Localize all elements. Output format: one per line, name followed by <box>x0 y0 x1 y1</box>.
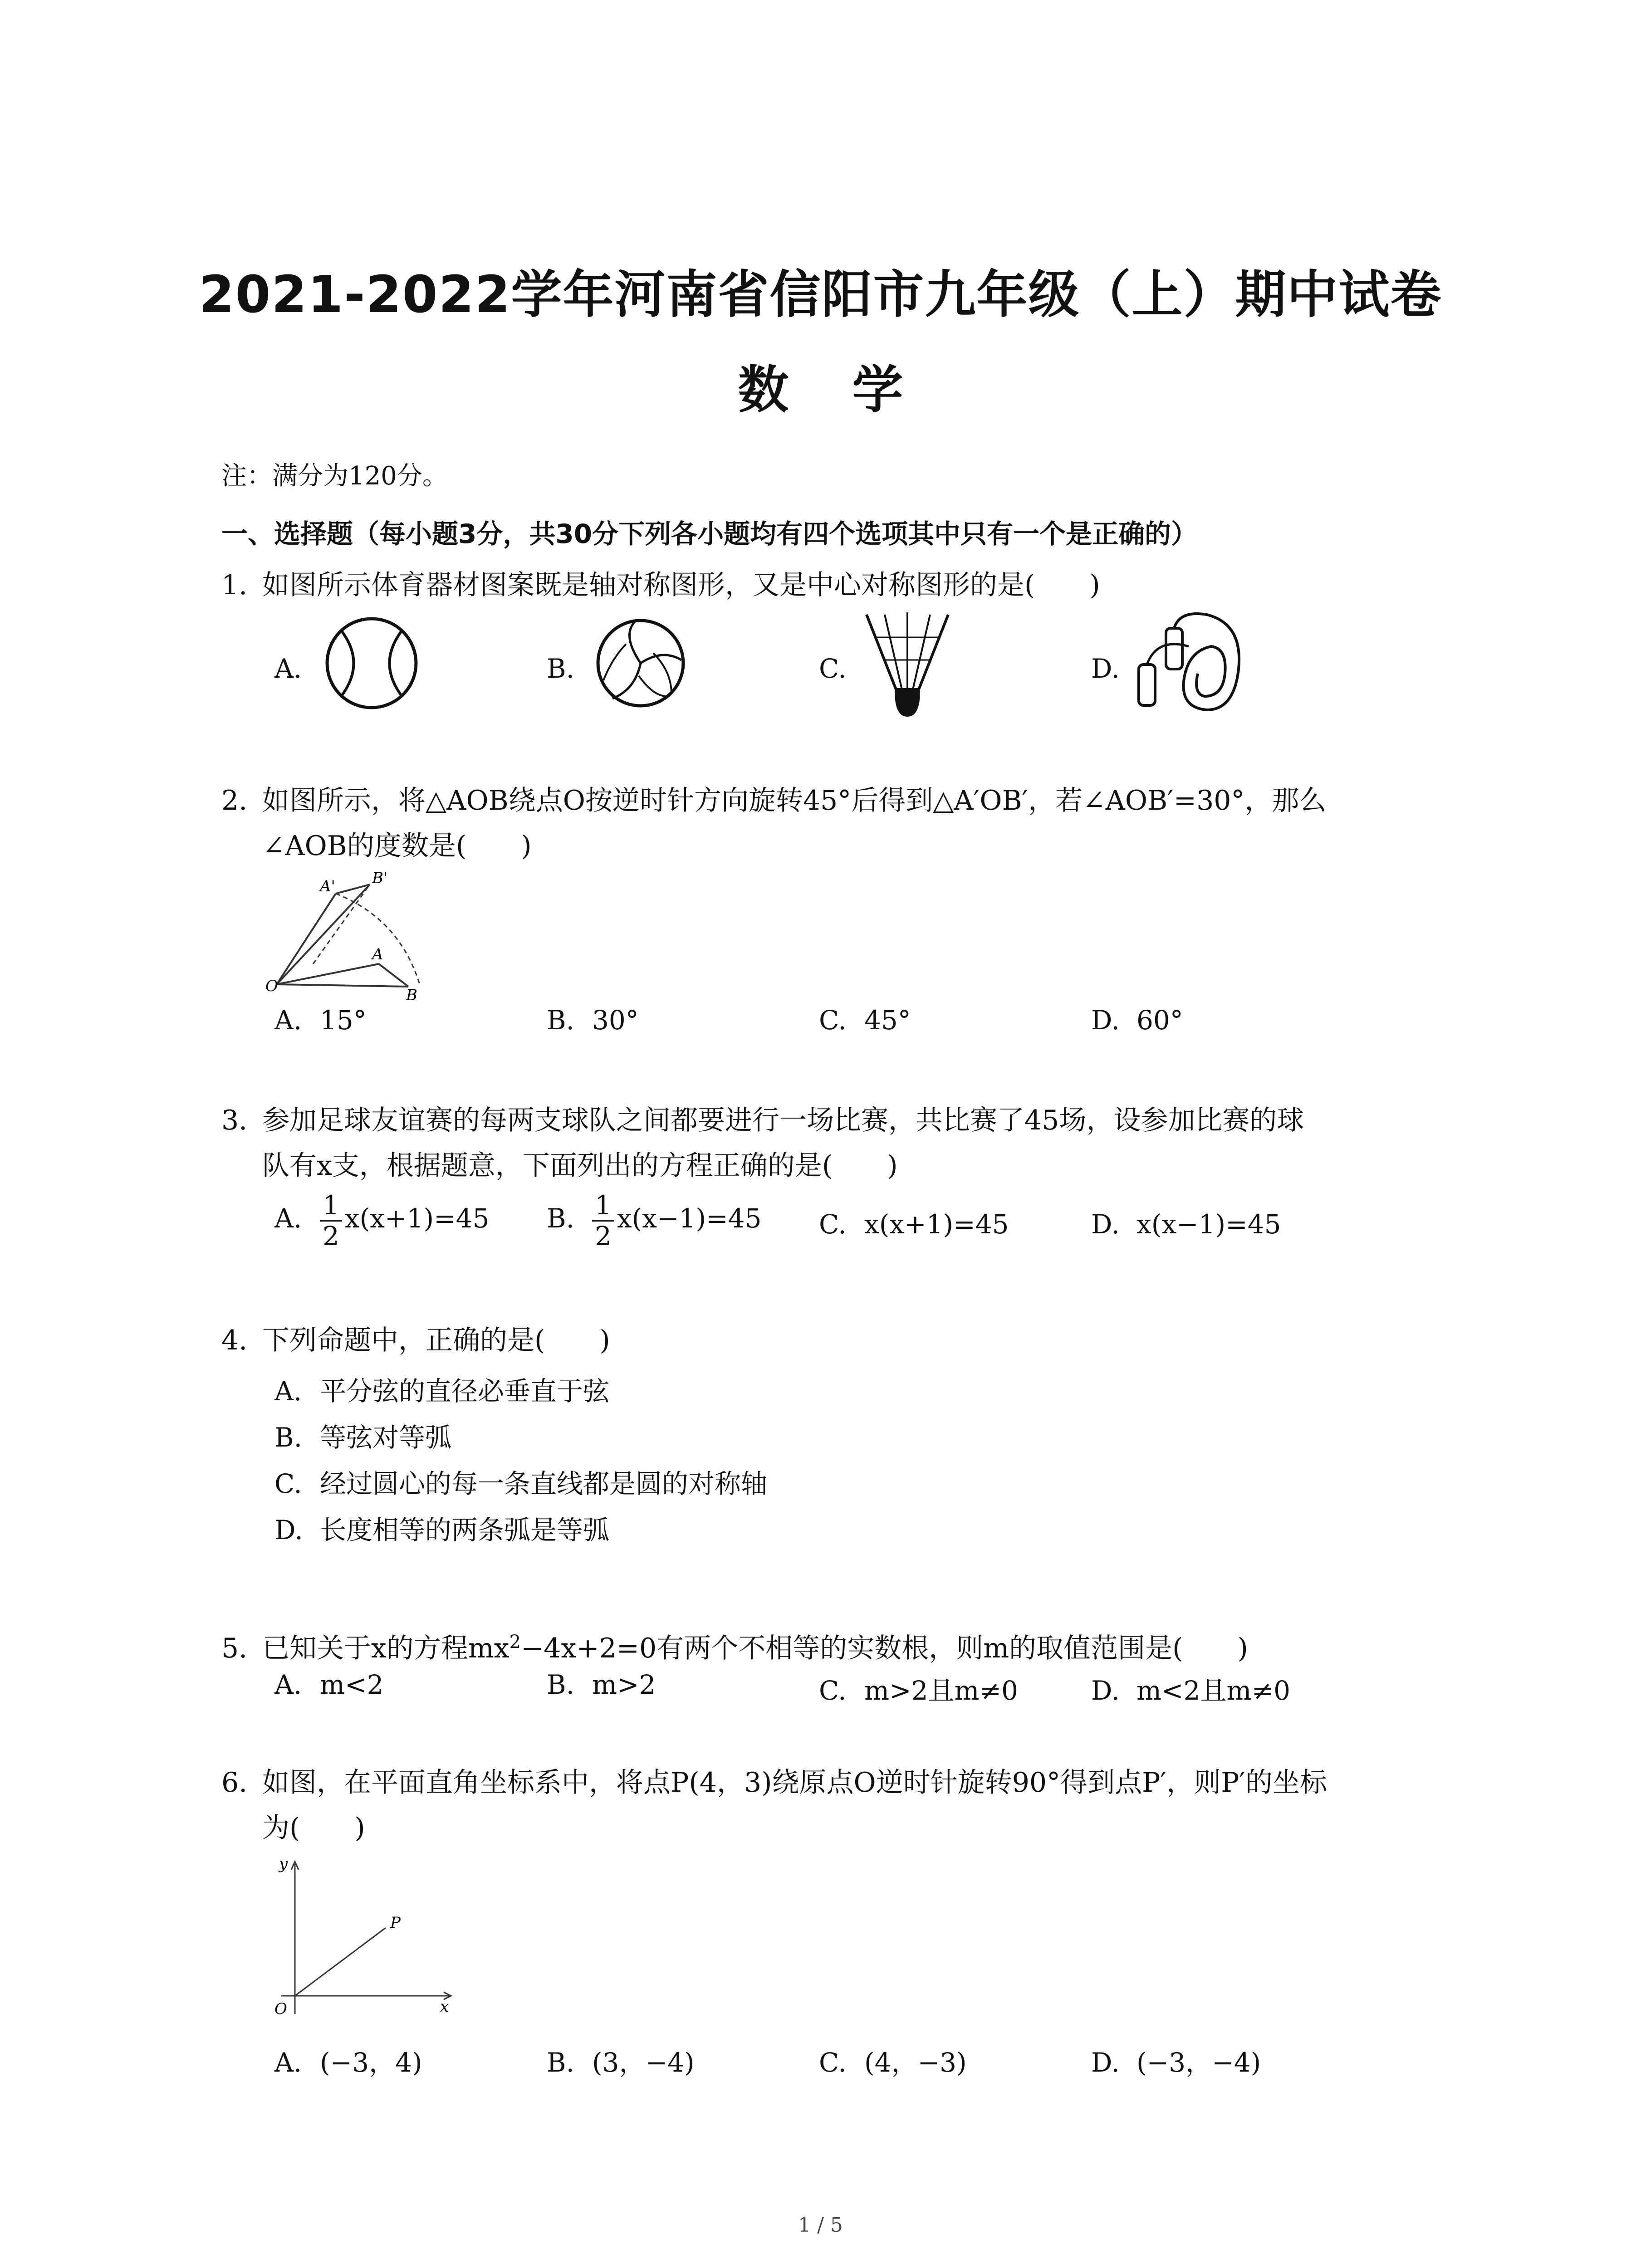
q4-option-c[interactable] <box>274 1462 767 1501</box>
rotation-figure <box>263 869 445 1004</box>
option-value: 45° <box>864 1005 911 1036</box>
question-text-line1: 如图，在平面直角坐标系中，将点P(4，3)绕原点O逆时针旋转90°得到点P′，则P′的坐标 <box>262 1767 1327 1799</box>
q4-option-d[interactable] <box>274 1509 609 1547</box>
question-5 <box>221 1619 1446 1671</box>
option-label: A. <box>274 1669 302 1700</box>
option-value: x(x−1)=45 <box>1136 1209 1281 1240</box>
option-label: D. <box>1091 1675 1120 1706</box>
q3-option-c[interactable] <box>819 1209 1009 1240</box>
q2-option-c[interactable] <box>819 1005 911 1036</box>
option-value: m>2且m≠0 <box>864 1675 1018 1706</box>
option-label: B. <box>547 1005 575 1036</box>
option-label: D. <box>1091 1005 1120 1036</box>
tennis-ball-icon <box>323 615 421 712</box>
volleyball-icon <box>594 617 687 710</box>
fraction: $\frac{1}{2}$ <box>320 1191 342 1251</box>
option-label: C. <box>819 2047 847 2078</box>
q3-option-b[interactable] <box>547 1191 761 1251</box>
label-o: O <box>274 2000 287 2018</box>
question-text-b: −4x+2=0有两个不相等的实数根，则m的取值范围是( ) <box>521 1633 1248 1664</box>
question-text-line2: 为( ) <box>262 1812 365 1844</box>
q4-option-b[interactable] <box>274 1416 451 1454</box>
option-label: A. <box>274 653 302 684</box>
q2-option-b[interactable] <box>547 1005 639 1036</box>
option-label: C. <box>819 1209 847 1240</box>
option-value: 经过圆心的每一条直线都是圆的对称轴 <box>320 1468 768 1499</box>
q6-option-c[interactable] <box>819 2041 967 2079</box>
shuttlecock-icon <box>862 610 953 723</box>
question-text-line2: ∠AOB的度数是( ) <box>262 830 532 862</box>
label-a-prime: A' <box>320 877 335 895</box>
question-text: 下列命题中，正确的是( ) <box>262 1325 610 1356</box>
q5-option-b[interactable] <box>547 1669 656 1700</box>
question-text-line1: 如图所示，将△AOB绕点O按逆时针方向旋转45°后得到△A′OB′，若∠AOB′=30°，那么 <box>262 785 1327 816</box>
jump-rope-icon <box>1130 610 1248 719</box>
option-value: (−3，−4) <box>1136 2047 1261 2078</box>
exponent: 2 <box>509 1632 521 1652</box>
option-label: D. <box>1091 2047 1120 2078</box>
option-label: B. <box>547 1669 575 1700</box>
question-text-line1: 参加足球友谊赛的每两支球队之间都要进行一场比赛，共比赛了45场，设参加比赛的球 <box>262 1105 1304 1136</box>
option-label: B. <box>274 1422 303 1453</box>
option-value: 30° <box>592 1005 639 1036</box>
option-value: 60° <box>1136 1005 1183 1036</box>
q3-option-a[interactable] <box>274 1191 489 1251</box>
question-text-a: 已知关于x的方程mx <box>262 1633 509 1664</box>
option-label: A. <box>274 1203 302 1234</box>
option-label: B. <box>547 2047 575 2078</box>
page-number: 1 / 5 <box>798 2214 843 2237</box>
option-label: C. <box>819 1005 847 1036</box>
option-value: m>2 <box>592 1669 656 1700</box>
q5-option-c[interactable] <box>819 1669 1018 1707</box>
label-p: P <box>390 1914 401 1932</box>
option-value: m<2 <box>320 1669 384 1700</box>
label-y: y <box>279 1855 288 1873</box>
fraction: $\frac{1}{2}$ <box>592 1191 614 1251</box>
option-label: C. <box>274 1468 302 1499</box>
q1-option-b[interactable] <box>547 653 592 684</box>
question-number: 3. <box>221 1105 248 1136</box>
option-label: D. <box>1091 653 1120 684</box>
option-value: 等弦对等弧 <box>320 1422 452 1453</box>
question-2 <box>221 778 1446 869</box>
question-text: 如图所示体育器材图案既是轴对称图形，又是中心对称图形的是( ) <box>262 569 1100 601</box>
question-3 <box>221 1098 1446 1188</box>
question-number: 2. <box>221 785 248 816</box>
question-number: 6. <box>221 1767 248 1799</box>
option-value: x(x+1)=45 <box>344 1203 490 1234</box>
option-label: D. <box>1091 1209 1120 1240</box>
option-value: m<2且m≠0 <box>1136 1675 1290 1706</box>
question-6 <box>221 1760 1446 1851</box>
option-value: 15° <box>320 1005 367 1036</box>
q5-option-a[interactable] <box>274 1669 384 1700</box>
option-label: A. <box>274 1005 302 1036</box>
label-x: x <box>440 1998 449 2016</box>
question-4 <box>221 1318 1446 1363</box>
q1-option-c[interactable] <box>819 653 864 684</box>
option-value: 长度相等的两条弧是等弧 <box>320 1515 610 1545</box>
option-value: (−3，4) <box>320 2047 422 2078</box>
q1-option-a[interactable] <box>274 653 320 684</box>
option-label: A. <box>274 1376 302 1407</box>
label-b-prime: B' <box>372 869 388 887</box>
option-value: (4，−3) <box>864 2047 967 2078</box>
question-number: 5. <box>221 1633 248 1664</box>
option-label: C. <box>819 1675 847 1706</box>
q6-option-a[interactable] <box>274 2041 422 2079</box>
label-b: B <box>406 986 417 1004</box>
option-label: C. <box>819 653 847 684</box>
section-heading: 一、选择题（每小题3分，共30分下列各小题均有四个选项其中只有一个是正确的） <box>221 518 1198 549</box>
coordinate-figure <box>268 1855 458 2023</box>
question-text-line2: 队有x支，根据题意，下面列出的方程正确的是( ) <box>262 1150 898 1182</box>
q6-option-d[interactable] <box>1091 2041 1261 2079</box>
question-number: 4. <box>221 1325 248 1356</box>
option-value: 平分弦的直径必垂直于弦 <box>320 1376 610 1407</box>
subject-title: 数学 <box>738 361 967 420</box>
page-title: 2021-2022学年河南省信阳市九年级（上）期中试卷 <box>199 265 1442 324</box>
label-o: O <box>265 977 278 995</box>
option-label: B. <box>547 1203 575 1234</box>
q6-option-b[interactable] <box>547 2041 695 2079</box>
option-value: (3，−4) <box>592 2047 695 2078</box>
score-note: 注：满分为120分。 <box>221 461 448 491</box>
option-value: x(x+1)=45 <box>864 1209 1009 1240</box>
q2-option-d[interactable] <box>1091 1005 1183 1036</box>
option-label: D. <box>274 1515 303 1545</box>
label-a: A <box>372 945 383 963</box>
option-label: B. <box>547 653 575 684</box>
option-value: x(x−1)=45 <box>617 1203 762 1234</box>
q2-option-a[interactable] <box>274 1005 367 1036</box>
option-label: A. <box>274 2047 302 2078</box>
question-1 <box>221 562 1446 608</box>
question-number: 1. <box>221 569 248 601</box>
q3-option-d[interactable] <box>1091 1209 1281 1240</box>
q4-option-a[interactable] <box>274 1370 609 1408</box>
q5-option-d[interactable] <box>1091 1669 1290 1707</box>
